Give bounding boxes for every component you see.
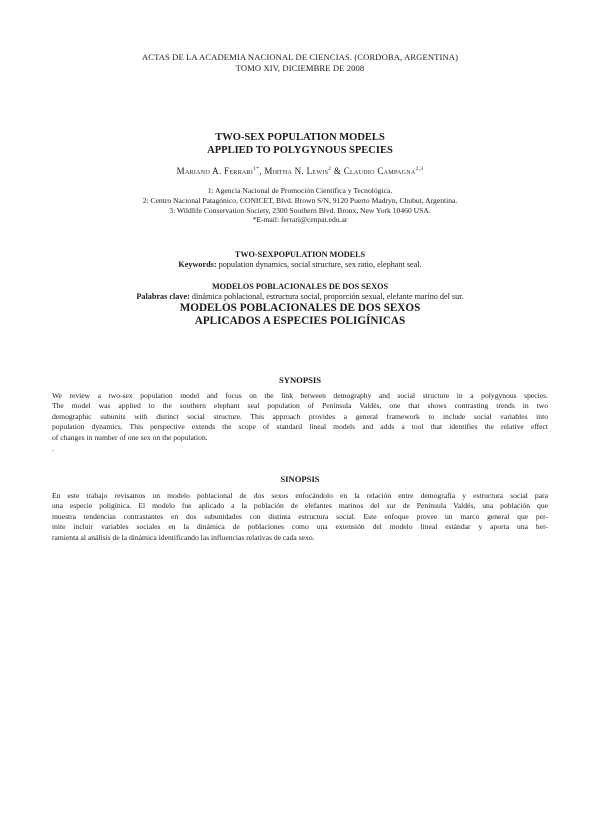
keywords-text: population dynamics, social structure, sex ratio, elephant seal. <box>216 260 422 269</box>
spanish-title <box>0 302 600 328</box>
keywords-label: Keywords: <box>178 260 217 269</box>
synopsis-line: of changes in number of one sex on the population. <box>52 432 208 442</box>
paper-title <box>0 132 600 157</box>
keywords-spanish <box>0 282 600 302</box>
paper-title-line1: TWO-SEX POPULATION MODELS <box>215 132 385 143</box>
sinopsis-line: mite incluir variables sociales en la dinámica de poblaciones como una extensión del modelo lineal estándar y aporta una her- <box>52 522 548 532</box>
keywords-english-heading: TWO-SEXPOPULATION MODELS <box>234 250 366 259</box>
sinopsis-line: muestra tendencias contrastantes en dos subunidades con distinta estructura social. Este enfoque provee un marco general que per- <box>52 511 548 521</box>
author-list <box>0 163 600 177</box>
affiliations <box>0 186 600 225</box>
palabras-clave-label: Palabras clave: <box>136 292 190 301</box>
synopsis-body <box>52 391 548 443</box>
synopsis-line: demographic subunits with distinct social structure. This approach provides a general framework to include social variables into <box>52 411 548 421</box>
synopsis-line: The model was applied to the southern elephant seal population of Península Valdés, one that shows contrasting trends in two <box>52 401 548 411</box>
sinopsis-line: ramienta al análisis de la dinámica identificando las influencias relativas de cada sexo. <box>52 532 315 542</box>
journal-header <box>0 52 600 74</box>
sinopsis-line: En este trabajo revisamos un modelo poblacional de dos sexos enfocándolo en la relación entre demografía y estructura social para <box>52 491 548 500</box>
sinopsis-line: una especie poligínica. El modelo fue aplicado a la población de elefantes marinos del sur de Península Valdés, una población que <box>52 501 548 511</box>
affiliation-1: 1: Agencia Nacional de Promoción Científica y Tecnológica. <box>207 186 393 195</box>
paper-title-line2: APPLIED TO POLYGYNOUS SPECIES <box>207 144 393 156</box>
synopsis-line: We review a two-sex population model and focus on the link between demography and social structure in a polygynous species. <box>52 391 548 400</box>
author-separator-1: , <box>259 166 265 176</box>
spanish-title-line2: APLICADOS A ESPECIES POLIGÍNICAS <box>194 315 406 327</box>
author-1-affil: 1* <box>253 166 260 172</box>
journal-header-line1: ACTAS DE LA ACADEMIA NACIONAL DE CIENCIAS. (CORDOBA, ARGENTINA) <box>141 52 459 62</box>
author-3: Claudio Campagna <box>343 166 416 176</box>
sinopsis-body <box>52 491 548 543</box>
author-2: Mirtha N. Lewis <box>264 166 329 176</box>
author-3-affil: 2,3 <box>415 166 424 172</box>
journal-header-line2: TOMO XIV, DICIEMBRE DE 2008 <box>235 63 365 73</box>
author-email: *E-mail: ferrari@cenpat.edu.ar <box>252 215 348 225</box>
author-2-affil: 2 <box>328 166 332 172</box>
synopsis-heading: SYNOPSIS <box>278 375 322 385</box>
sinopsis-heading: SINOPSIS <box>280 474 320 484</box>
keywords-english <box>0 250 600 270</box>
affiliation-3: 3: Wildlife Conservation Society, 2300 Southern Blvd. Bronx, New York 10460 USA. <box>169 205 431 215</box>
spanish-title-line1: MODELOS POBLACIONALES DE DOS SEXOS <box>179 302 421 314</box>
keywords-spanish-heading: MODELOS POBLACIONALES DE DOS SEXOS <box>211 282 389 291</box>
author-separator-2: & <box>331 166 344 176</box>
synopsis-trailing-dot: . <box>52 444 54 453</box>
synopsis-line: population dynamics. This perspective extends the scope of standard lineal models and adds a tool that identifies the relative effect <box>52 422 548 432</box>
palabras-clave-text: dinámica poblacional, estructura social, proporción sexual, elefante marino del sur. <box>189 292 464 301</box>
affiliation-2: 2: Centro Nacional Patagónico, CONICET, Blvd. Brown S/N, 9120 Puerto Madryn, Chubut, Argentina. <box>142 195 458 205</box>
author-1: Mariano A. Ferrari <box>176 166 254 176</box>
